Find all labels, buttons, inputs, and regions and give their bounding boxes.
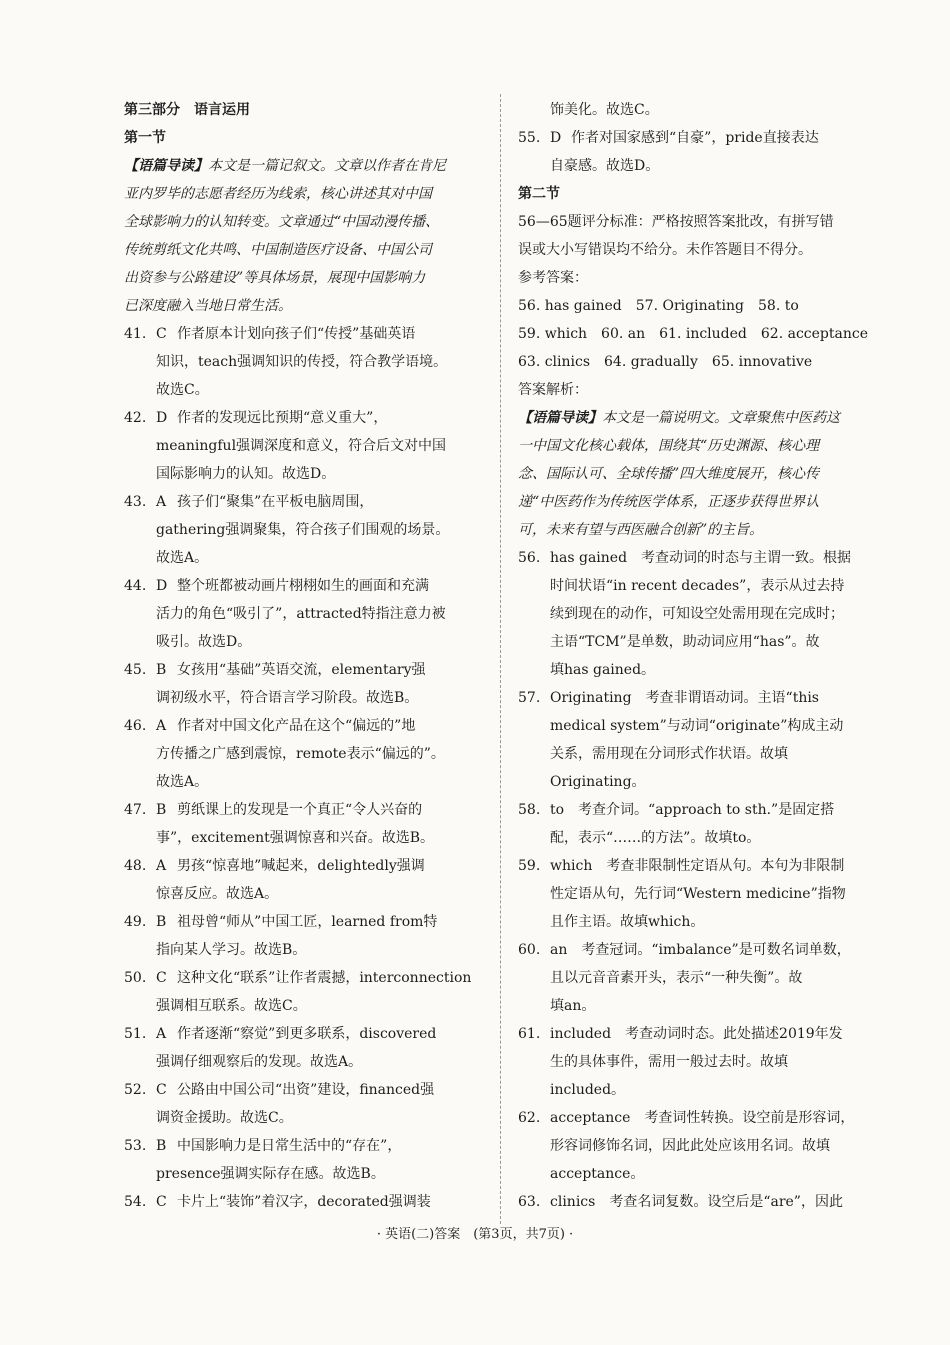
answer-line: [124, 516, 486, 544]
explanation-text: an 考查冠词。“imbalance”是可数名词单数，: [550, 942, 851, 958]
question-number: 44.: [124, 578, 147, 594]
answer-line: [518, 1048, 880, 1076]
question-number: 43.: [124, 494, 147, 510]
answer-line: [518, 880, 880, 908]
answer-line: [518, 656, 880, 684]
answer-line: [518, 824, 880, 852]
answer-line: [518, 964, 880, 992]
answer-line: [518, 1188, 880, 1216]
guide-line: [518, 460, 880, 488]
explanation-text: 自豪感。故选D。: [550, 158, 660, 174]
answer-line: [518, 712, 880, 740]
explanation-text: 作者逐渐“察觉”到更多联系，discovered: [177, 1026, 437, 1042]
answer-line: [124, 908, 486, 936]
answer-key-row: 63. clinics 64. gradually 65. innovative: [518, 354, 813, 370]
part-title: 第三部分 语言运用: [124, 102, 250, 118]
guide-text: 一中国文化核心载体，围绕其“历史渊源、核心理: [518, 438, 820, 454]
question-number: 48.: [124, 858, 147, 874]
answer-line: [124, 1048, 486, 1076]
guide-line: [124, 292, 486, 320]
page-footer: · 英语(二)答案 (第3页，共7页) ·: [376, 1227, 574, 1242]
answer-line: [124, 404, 486, 432]
answer-line: [518, 1160, 880, 1188]
guide-text: 本文是一篇记叙文。文章以作者在肯尼: [208, 158, 446, 174]
answer-line: [124, 1104, 486, 1132]
question-number: 42.: [124, 410, 147, 426]
explanation-text: 关系，需用现在分词形式作状语。故填: [550, 746, 788, 762]
answer-line: [124, 1076, 486, 1104]
question-number: 51.: [124, 1026, 147, 1042]
answer-line: [124, 1020, 486, 1048]
answer-line: [124, 376, 486, 404]
explanation-text: 整个班都被动画片栩栩如生的画面和充满: [177, 578, 429, 594]
scoring-line: 误或大小写错误均不给分。未作答题目不得分。: [518, 242, 812, 258]
answer-line: [124, 936, 486, 964]
guide-text: 本文是一篇说明文。文章聚焦中医药这: [602, 410, 840, 426]
answer-line: [124, 1160, 486, 1188]
guide-text: 出资参与公路建设”等具体场景，展现中国影响力: [124, 270, 426, 286]
question-number: 62.: [518, 1110, 541, 1126]
explanation-text: 中国影响力是日常生活中的“存在”，: [177, 1138, 402, 1154]
guide-text: 递“中医药作为传统医学体系，正逐步获得世界认: [518, 494, 820, 510]
answer-line: [124, 320, 486, 348]
guide-text: 念、国际认可、全球传播”四大维度展开，核心传: [518, 466, 820, 482]
guide-line: [518, 516, 880, 544]
question-number: 53.: [124, 1138, 147, 1154]
explanation-text: 且作主语。故填which。: [550, 914, 705, 930]
question-number: 57.: [518, 690, 541, 706]
section-title: 第一节: [124, 130, 166, 146]
answer-line: [124, 488, 486, 516]
explanation-text: 方传播之广感到震惊，remote表示“偏远的”。: [156, 746, 445, 762]
explanation-text: included 考查动词时态。此处描述2019年发: [550, 1026, 843, 1042]
answer-line: [518, 992, 880, 1020]
guide-label: 【语篇导读】: [518, 410, 602, 426]
answer-line: [518, 908, 880, 936]
explanation-text: Originating 考查非谓语动词。主语“this: [550, 690, 819, 706]
question-number: 55.: [518, 130, 541, 146]
guide-line: [124, 208, 486, 236]
answer-line: [124, 796, 486, 824]
answer-line: [124, 628, 486, 656]
explanation-text: 作者对中国文化产品在这个“偏远的”地: [177, 718, 416, 734]
answer-line: [518, 152, 880, 180]
explanation-text: acceptance 考查词性转换。设空前是形容词，: [550, 1110, 855, 1126]
answer-letter: B: [156, 802, 167, 818]
guide-line: [518, 488, 880, 516]
explanation-text: presence强调实际存在感。故选B。: [156, 1166, 385, 1182]
answer-line: [124, 852, 486, 880]
explanation-text: 强调仔细观察后的发现。故选A。: [156, 1054, 363, 1070]
answer-line: [518, 936, 880, 964]
guide-line: [518, 432, 880, 460]
scoring-line: 56—65题评分标准：严格按照答案批改，有拼写错: [518, 214, 834, 230]
explanation-text: 吸引。故选D。: [156, 634, 252, 650]
answer-letter: D: [156, 410, 168, 426]
answer-line: [124, 712, 486, 740]
guide-line: [124, 152, 486, 180]
question-number: 49.: [124, 914, 147, 930]
guide-text: 传统剪纸文化共鸣、中国制造医疗设备、中国公司: [124, 242, 432, 258]
question-number: 59.: [518, 858, 541, 874]
explanation-text: to 考查介词。“approach to sth.”是固定搭: [550, 802, 835, 818]
explanation-text: meaningful强调深度和意义，符合后文对中国: [156, 438, 447, 454]
column-divider: [500, 94, 501, 1224]
explanation-text: 时间状语“in recent decades”，表示从过去持: [550, 578, 845, 594]
answer-letter: B: [156, 1138, 167, 1154]
answer-letter: A: [156, 858, 167, 874]
answer-letter: A: [156, 718, 167, 734]
question-number: 52.: [124, 1082, 147, 1098]
question-number: 54.: [124, 1194, 147, 1210]
answer-line: [518, 684, 880, 712]
explanation-text: 故选C。: [156, 382, 209, 398]
guide-label: 【语篇导读】: [124, 158, 208, 174]
answer-line: [124, 656, 486, 684]
explanation-text: 且以元音音素开头，表示“一种失衡”。故: [550, 970, 803, 986]
explanation-text: 主语“TCM”是单数，助动词应用“has”。故: [550, 634, 820, 650]
explanation-text: 故选A。: [156, 550, 209, 566]
question-number: 46.: [124, 718, 147, 734]
answer-line: [518, 544, 880, 572]
question-number: 50.: [124, 970, 147, 986]
explanation-text: 作者的发现远比预期“意义重大”，: [177, 410, 388, 426]
answer-line: [518, 600, 880, 628]
answer-line: [518, 1132, 880, 1160]
answer-key-row: 56. has gained 57. Originating 58. to: [518, 298, 799, 314]
answer-line: [124, 964, 486, 992]
answer-letter: D: [156, 578, 168, 594]
answer-key-row: 59. which 60. an 61. included 62. acceptance: [518, 326, 868, 342]
answer-line: [124, 544, 486, 572]
question-number: 60.: [518, 942, 541, 958]
section-title: 第二节: [518, 186, 560, 202]
guide-line: [124, 236, 486, 264]
explanation-text: 这种文化“联系”让作者震撼，interconnection: [177, 970, 472, 986]
explanation-text: clinics 考查名词复数。设空后是“are”，因此: [550, 1194, 843, 1210]
guide-line: [124, 264, 486, 292]
guide-text: 可，未来有望与西医融合创新”的主旨。: [518, 522, 764, 538]
answer-line: [518, 1104, 880, 1132]
answer-letter: B: [156, 662, 167, 678]
answer-letter: B: [156, 914, 167, 930]
explanation-text: 作者原本计划向孩子们“传授”基础英语: [177, 326, 416, 342]
guide-line: [124, 180, 486, 208]
explanation-text: 知识，teach强调知识的传授，符合教学语境。: [156, 354, 448, 370]
question-number: 63.: [518, 1194, 541, 1210]
guide-text: 全球影响力的认知转变。文章通过“中国动漫传播、: [124, 214, 440, 230]
answer-letter: C: [156, 1082, 167, 1098]
left-column: [124, 96, 486, 1216]
explanation-text: 卡片上“装饰”着汉字，decorated强调装: [177, 1194, 431, 1210]
explanation-text: 形容词修饰名词，因此此处应该用名词。故填: [550, 1138, 830, 1154]
analysis-title: 答案解析：: [518, 382, 588, 398]
explanation-text: 故选A。: [156, 774, 209, 790]
answer-line: [124, 1188, 486, 1216]
answer-line: [124, 992, 486, 1020]
answer-line: [518, 740, 880, 768]
explanation-text: Originating。: [550, 774, 646, 790]
guide-text: 亚内罗毕的志愿者经历为线索，核心讲述其对中国: [124, 186, 432, 202]
explanation-text: 填has gained。: [550, 662, 656, 678]
explanation-text: gathering强调聚集，符合孩子们围观的场景。: [156, 522, 450, 538]
question-number: 61.: [518, 1026, 541, 1042]
explanation-text: 作者对国家感到“自豪”，pride直接表达: [571, 130, 819, 146]
explanation-text: 强调相互联系。故选C。: [156, 998, 307, 1014]
answer-letter: C: [156, 970, 167, 986]
answer-line: [124, 460, 486, 488]
continued-text: 饰美化。故选C。: [550, 102, 659, 118]
explanation-text: 剪纸课上的发现是一个真正“令人兴奋的: [177, 802, 423, 818]
answer-line: [518, 768, 880, 796]
explanation-text: 国际影响力的认知。故选D。: [156, 466, 336, 482]
answer-letter: A: [156, 1026, 167, 1042]
question-number: 56.: [518, 550, 541, 566]
explanation-text: which 考查非限制性定语从句。本句为非限制: [550, 858, 845, 874]
answer-letter: A: [156, 494, 167, 510]
answer-line: [124, 348, 486, 376]
explanation-text: 性定语从句，先行词“Western medicine”指物: [550, 886, 846, 902]
answer-letter: D: [550, 130, 562, 146]
explanation-text: 祖母曾“师从”中国工匠，learned from特: [177, 914, 438, 930]
right-column: [518, 96, 880, 1216]
explanation-text: 惊喜反应。故选A。: [156, 886, 279, 902]
answer-line: [124, 600, 486, 628]
answer-line: [124, 880, 486, 908]
answer-letter: C: [156, 1194, 167, 1210]
explanation-text: 事”，excitement强调惊喜和兴奋。故选B。: [156, 830, 435, 846]
answer-line: [518, 796, 880, 824]
question-number: 47.: [124, 802, 147, 818]
explanation-text: 指向某人学习。故选B。: [156, 942, 307, 958]
question-number: 45.: [124, 662, 147, 678]
explanation-text: 孩子们“聚集”在平板电脑周围，: [177, 494, 374, 510]
answer-line: [518, 852, 880, 880]
explanation-text: 女孩用“基础”英语交流，elementary强: [177, 662, 426, 678]
explanation-text: 公路由中国公司“出资”建设，financed强: [177, 1082, 435, 1098]
explanation-text: 活力的角色“吸引了”，attracted特指注意力被: [156, 606, 446, 622]
answer-line: [518, 572, 880, 600]
explanation-text: 调初级水平，符合语言学习阶段。故选B。: [156, 690, 419, 706]
explanation-text: 调资金援助。故选C。: [156, 1110, 293, 1126]
explanation-text: 男孩“惊喜地”喊起来，delightedly强调: [177, 858, 425, 874]
answer-line: [124, 1132, 486, 1160]
answer-line: [518, 1020, 880, 1048]
explanation-text: acceptance。: [550, 1166, 645, 1182]
answer-line: [124, 432, 486, 460]
answer-line: [124, 572, 486, 600]
explanation-text: 配，表示“……的方法”。故填to。: [550, 830, 761, 846]
answer-line: [124, 740, 486, 768]
answer-line: [518, 628, 880, 656]
answer-line: [124, 684, 486, 712]
question-number: 41.: [124, 326, 147, 342]
explanation-text: 续到现在的动作，可知设空处需用现在完成时；: [550, 606, 844, 622]
reference-title: 参考答案：: [518, 270, 588, 286]
answer-line: [124, 824, 486, 852]
explanation-text: medical system”与动词“originate”构成主动: [550, 718, 844, 734]
explanation-text: 生的具体事件，需用一般过去时。故填: [550, 1054, 788, 1070]
guide-line: [518, 404, 880, 432]
question-number: 58.: [518, 802, 541, 818]
explanation-text: 填an。: [550, 998, 596, 1014]
explanation-text: has gained 考查动词的时态与主谓一致。根据: [550, 550, 852, 566]
guide-text: 已深度融入当地日常生活。: [124, 298, 292, 314]
answer-letter: C: [156, 326, 167, 342]
answer-line: [124, 768, 486, 796]
explanation-text: included。: [550, 1082, 626, 1098]
answer-line: [518, 124, 880, 152]
answer-line: [518, 1076, 880, 1104]
